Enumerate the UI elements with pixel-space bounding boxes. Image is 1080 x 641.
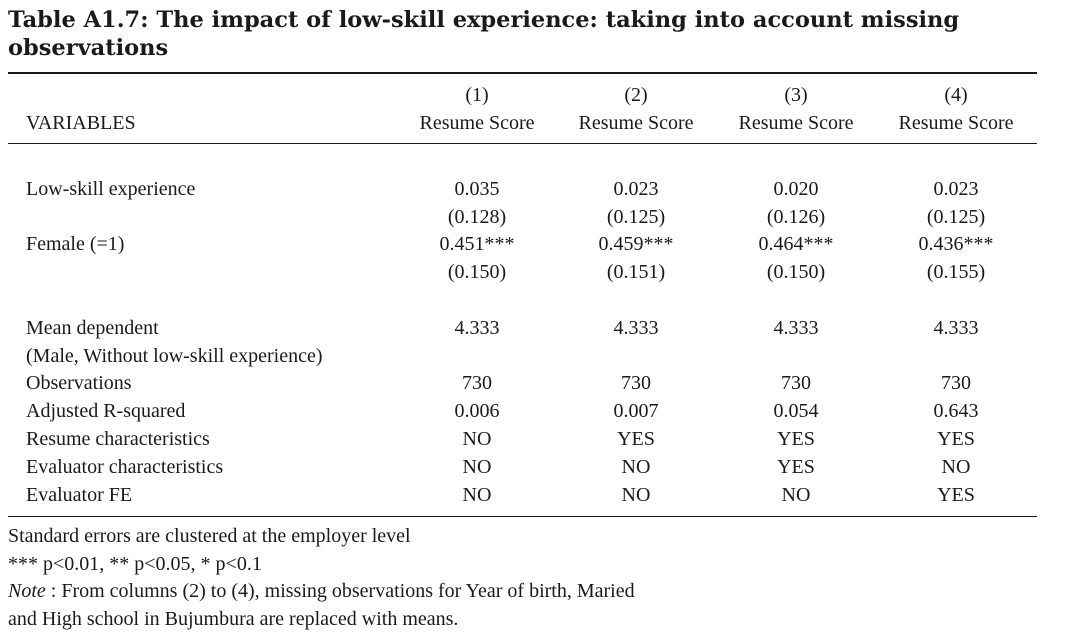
- dep-var-2: Resume Score: [578, 112, 694, 134]
- cell-col-4: YES: [937, 428, 975, 450]
- cell-col-1: NO: [462, 484, 492, 506]
- cell-col-2: 730: [621, 372, 651, 394]
- note-label: Note: [8, 580, 46, 602]
- cell-col-2: NO: [621, 484, 651, 506]
- cell-col-2: (0.151): [606, 261, 666, 283]
- cell-col-3: YES: [777, 456, 815, 478]
- cell-col-1: NO: [462, 456, 492, 478]
- note-line-2: and High school in Bujumbura are replaced with means.: [8, 608, 459, 630]
- row-label: Adjusted R-squared: [26, 400, 186, 422]
- bottom-rule: [8, 516, 1037, 517]
- cell-col-2: (0.125): [606, 206, 666, 228]
- cell-col-4: (0.155): [926, 261, 986, 283]
- col-number-3: (3): [784, 84, 808, 106]
- cell-col-2: 0.023: [613, 178, 659, 200]
- top-rule: [8, 72, 1037, 74]
- dep-var-3: Resume Score: [738, 112, 854, 134]
- cell-col-1: 0.451***: [439, 233, 515, 255]
- cell-col-4: 0.643: [933, 400, 979, 422]
- row-label: Evaluator characteristics: [26, 456, 224, 478]
- row-label: (Male, Without low-skill experience): [26, 345, 323, 367]
- cell-col-1: (0.150): [447, 261, 507, 283]
- cell-col-1: 4.333: [454, 317, 500, 339]
- note-significance: *** p<0.01, ** p<0.05, * p<0.1: [8, 553, 262, 575]
- cell-col-2: NO: [621, 456, 651, 478]
- cell-col-4: 0.436***: [918, 233, 994, 255]
- note-line-1: [8, 580, 635, 602]
- dep-var-4: Resume Score: [898, 112, 1014, 134]
- cell-col-3: (0.150): [766, 261, 826, 283]
- cell-col-1: 0.035: [454, 178, 500, 200]
- cell-col-2: 4.333: [613, 317, 659, 339]
- cell-col-4: NO: [941, 456, 971, 478]
- cell-col-4: 730: [941, 372, 971, 394]
- cell-col-3: (0.126): [766, 206, 826, 228]
- row-label: Resume characteristics: [26, 428, 210, 450]
- note-text-1: : From columns (2) to (4), missing observations for Year of birth, Maried: [45, 580, 635, 602]
- cell-col-4: 4.333: [933, 317, 979, 339]
- cell-col-3: 0.054: [773, 400, 819, 422]
- variables-header: VARIABLES: [26, 112, 136, 134]
- cell-col-3: 0.464***: [758, 233, 834, 255]
- cell-col-4: (0.125): [926, 206, 986, 228]
- cell-col-4: 0.023: [933, 178, 979, 200]
- cell-col-1: NO: [462, 428, 492, 450]
- col-number-1: (1): [465, 84, 489, 106]
- col-number-2: (2): [624, 84, 648, 106]
- row-label: Low-skill experience: [26, 178, 196, 200]
- cell-col-4: YES: [937, 484, 975, 506]
- col-number-4: (4): [944, 84, 968, 106]
- row-label: Observations: [26, 372, 132, 394]
- cell-col-1: 0.006: [454, 400, 500, 422]
- table-caption: Table A1.7: The impact of low-skill experience: taking into account missing observations: [8, 7, 960, 61]
- row-label: Mean dependent: [26, 317, 159, 339]
- header-rule: [8, 143, 1037, 144]
- cell-col-3: NO: [781, 484, 811, 506]
- cell-col-3: 4.333: [773, 317, 819, 339]
- row-label: Female (=1): [26, 233, 125, 255]
- cell-col-2: 0.007: [613, 400, 659, 422]
- cell-col-3: 730: [781, 372, 811, 394]
- cell-col-2: 0.459***: [598, 233, 674, 255]
- dep-var-1: Resume Score: [419, 112, 535, 134]
- cell-col-1: (0.128): [447, 206, 507, 228]
- note-clustered: Standard errors are clustered at the employer level: [8, 525, 411, 547]
- row-label: Evaluator FE: [26, 484, 133, 506]
- cell-col-3: 0.020: [773, 178, 819, 200]
- cell-col-1: 730: [462, 372, 492, 394]
- cell-col-2: YES: [617, 428, 655, 450]
- cell-col-3: YES: [777, 428, 815, 450]
